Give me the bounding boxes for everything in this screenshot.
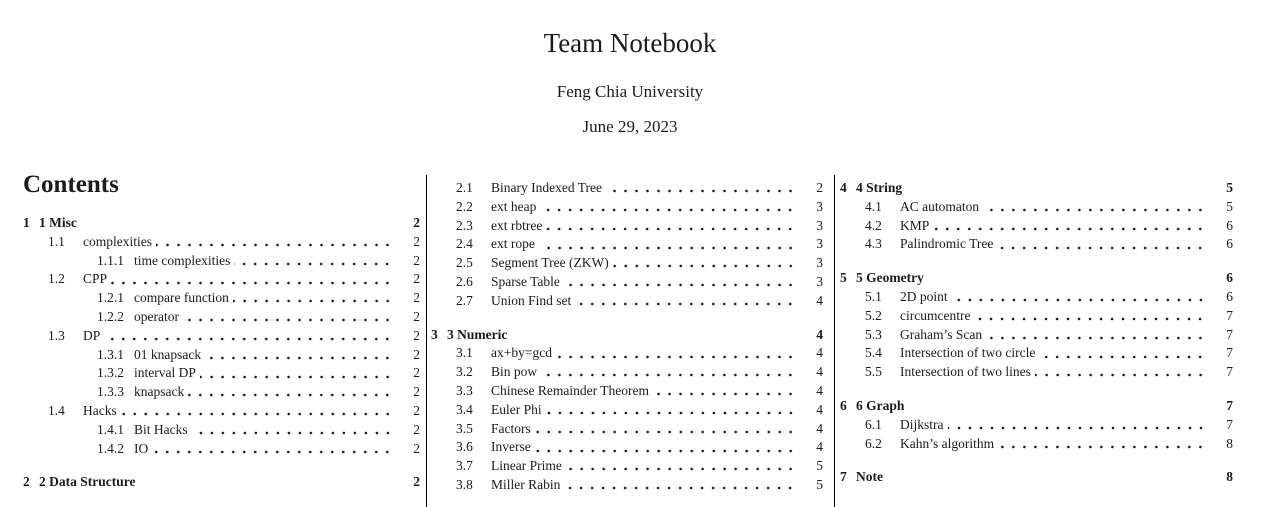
toc-entry-number: 4.1: [865, 198, 882, 214]
toc-entry-3.3[interactable]: [431, 382, 823, 401]
toc-entry-page: 8: [1226, 469, 1233, 485]
toc-entry-page: 5: [1226, 198, 1233, 214]
toc-entry-page: 3: [816, 255, 823, 271]
toc-entry-number: 1.3.1: [97, 346, 124, 362]
leader-dots: [564, 476, 796, 495]
leader-dots: [183, 308, 393, 327]
toc-entry-6.2[interactable]: [840, 435, 1233, 454]
leader-dots: [104, 327, 393, 346]
leader-dots: [188, 383, 393, 402]
leader-dots: [933, 217, 1206, 236]
toc-entry-2.5[interactable]: [431, 254, 823, 273]
toc-entry-title: Dijkstra: [900, 416, 944, 432]
toc-entry-title: 4 String: [856, 180, 903, 195]
toc-entry-3.1[interactable]: [431, 344, 823, 363]
toc-entry-number: 2: [23, 474, 30, 490]
toc-entry-number: 4.3: [865, 236, 882, 252]
leader-dots: [564, 273, 796, 292]
leader-dots: [121, 402, 393, 421]
toc-entry-2.3[interactable]: [431, 217, 823, 236]
toc-entry-page: 7: [1226, 397, 1233, 413]
toc-entry-number: 1: [23, 215, 30, 230]
toc-entry-3.6[interactable]: [431, 438, 823, 457]
toc-entry-title: Linear Prime: [491, 458, 562, 474]
leader-dots: [566, 457, 796, 476]
toc-entry-1.1.1[interactable]: [23, 252, 420, 271]
toc-entry-number: 7: [840, 469, 847, 485]
leader-dots: [233, 289, 393, 308]
toc-entry-2.1[interactable]: [431, 179, 823, 198]
toc-entry-number: 6.1: [865, 416, 882, 432]
toc-entry-title: time complexities: [134, 252, 231, 268]
toc-entry-title: Segment Tree (ZKW): [491, 255, 609, 271]
toc-entry-title: knapsack: [134, 384, 185, 400]
document-header: [0, 0, 1260, 137]
toc-entry-title: ext rope: [491, 236, 535, 252]
toc-entry-7[interactable]: [840, 468, 1233, 487]
toc-entry-page: 7: [1226, 326, 1233, 342]
toc-entry-3.7[interactable]: [431, 457, 823, 476]
toc-entry-title: 3 Numeric: [447, 326, 508, 342]
toc-entry-title: interval DP: [134, 365, 196, 381]
toc-entry-page: 6: [1226, 236, 1233, 252]
toc-entry-page: 2: [413, 252, 420, 268]
toc-entry-number: 3.6: [456, 439, 473, 455]
toc-entry-number: 6.2: [865, 435, 882, 451]
leader-dots: [152, 440, 393, 459]
toc-entry-page: 4: [816, 364, 823, 380]
leader-dots: [948, 416, 1207, 435]
toc-entry-page: 4: [816, 382, 823, 398]
toc-entry-title: Intersection of two circle: [900, 345, 1036, 361]
toc-entry-page: 3: [816, 273, 823, 289]
toc-entry-title: AC automaton: [900, 198, 980, 214]
toc-entry-1.2.2[interactable]: [23, 308, 420, 327]
toc-entry-page: 5: [1226, 180, 1233, 195]
toc-entry-1.4.1[interactable]: [23, 421, 420, 440]
toc-entry-page: 3: [816, 236, 823, 252]
toc-entry-number: 5.5: [865, 364, 882, 380]
toc-entry-title: Union Find set: [491, 292, 572, 308]
toc-entry-page: 2: [413, 346, 420, 362]
toc-entry-page: 7: [1226, 345, 1233, 361]
toc-entry-number: 3: [431, 326, 438, 342]
toc-entry-title: KMP: [900, 217, 930, 233]
toc-entry-title: operator: [134, 308, 179, 324]
leader-dots: [535, 420, 796, 439]
toc-entry-6.1[interactable]: [840, 416, 1233, 435]
leader-dots: [653, 382, 796, 401]
leader-dots: [156, 233, 393, 252]
toc-entry-page: 5: [816, 476, 823, 492]
toc-entry-number: 1.4.2: [97, 440, 124, 456]
leader-dots: [205, 346, 393, 365]
toc-entry-title: circumcentre: [900, 307, 971, 323]
toc-entry-5.3[interactable]: [840, 326, 1233, 345]
toc-entry-title: Factors: [491, 420, 531, 436]
table-of-contents: [23, 171, 1233, 507]
toc-entry-1.2.1[interactable]: [23, 289, 420, 308]
toc-entry-page: 2: [413, 384, 420, 400]
toc-entry-title: 6 Graph: [856, 397, 905, 413]
toc-entry-1.3.1[interactable]: [23, 346, 420, 365]
toc-entry-title: Kahn’s algorithm: [900, 435, 995, 451]
toc-entry-number: 2.1: [456, 180, 473, 195]
leader-dots: [575, 292, 796, 311]
toc-entry-2.7[interactable]: [431, 292, 823, 311]
leader-dots: [541, 363, 796, 382]
toc-entry-number: 2.2: [456, 198, 473, 214]
toc-entry-title: Binary Indexed Tree: [491, 180, 602, 195]
toc-entry-4.2[interactable]: [840, 217, 1233, 236]
toc-entry-title: DP: [83, 327, 101, 343]
leader-dots: [997, 235, 1206, 254]
toc-entry-5.5[interactable]: [840, 363, 1233, 382]
toc-entry-page: 2: [413, 421, 420, 437]
toc-entry-page: 7: [1226, 416, 1233, 432]
toc-entry-title: Note: [856, 469, 883, 485]
toc-entry-number: 1.2: [48, 271, 65, 287]
toc-entry-page: 8: [1226, 435, 1233, 451]
toc-entry-title: Chinese Remainder Theorem: [491, 382, 649, 398]
toc-entry-number: 3.2: [456, 364, 473, 380]
toc-entry-title: Euler Phi: [491, 401, 542, 417]
toc-entry-number: 1.4.1: [97, 421, 124, 437]
toc-entry-title: Intersection of two lines: [900, 364, 1031, 380]
toc-entry-1.3[interactable]: [23, 327, 420, 346]
toc-entry-title: Sparse Table: [491, 273, 560, 289]
leader-dots: [556, 344, 796, 363]
toc-entry-number: 3.7: [456, 458, 473, 474]
toc-entry-4[interactable]: [840, 179, 1233, 198]
toc-entry-number: 4.2: [865, 217, 882, 233]
toc-entry-page: 3: [816, 217, 823, 233]
leader-dots: [539, 235, 796, 254]
leader-dots: [606, 179, 796, 198]
toc-entry-title: 1 Misc: [39, 215, 77, 230]
toc-entry-3.8[interactable]: [431, 476, 823, 495]
leader-dots: [1039, 344, 1206, 363]
toc-entry-4.1[interactable]: [840, 198, 1233, 217]
leader-dots: [998, 435, 1206, 454]
document-title: Team Notebook: [543, 28, 717, 58]
toc-entry-2.6[interactable]: [431, 273, 823, 292]
toc-column-2: [426, 175, 823, 507]
toc-entry-title: Bin pow: [491, 364, 538, 380]
toc-entry-6[interactable]: [840, 397, 1233, 416]
toc-entry-5.2[interactable]: [840, 307, 1233, 326]
leader-dots: [192, 421, 393, 440]
toc-entry-page: 2: [816, 180, 823, 195]
leader-dots: [986, 326, 1206, 345]
leader-dots: [234, 252, 393, 271]
toc-entry-number: 1.3: [48, 327, 65, 343]
toc-entry-2.4[interactable]: [431, 235, 823, 254]
toc-entry-title: CPP: [83, 271, 108, 287]
toc-entry-2.2[interactable]: [431, 198, 823, 217]
toc-entry-number: 1.1.1: [97, 252, 124, 268]
toc-entry-page: 7: [1226, 364, 1233, 380]
toc-entry-title: 01 knapsack: [134, 346, 202, 362]
leader-dots: [540, 198, 796, 217]
toc-entry-title: ext heap: [491, 198, 537, 214]
toc-entry-page: 5: [816, 458, 823, 474]
toc-entry-page: 6: [1226, 217, 1233, 233]
toc-entry-page: 2: [413, 233, 420, 249]
toc-entry-number: 2.4: [456, 236, 473, 252]
toc-entry-number: 3.4: [456, 401, 473, 417]
toc-entry-number: 1.1: [48, 233, 65, 249]
toc-entry-number: 3.1: [456, 345, 473, 361]
toc-entry-title: Hacks: [83, 402, 117, 418]
toc-entry-page: 6: [1226, 270, 1233, 286]
toc-entry-number: 5: [840, 270, 847, 286]
document-author: Feng Chia University: [556, 82, 704, 101]
toc-entry-title: Miller Rabin: [491, 476, 561, 492]
toc-entry-page: 2: [413, 365, 420, 381]
toc-entry-title: Graham’s Scan: [900, 326, 983, 342]
toc-entry-1.4.2[interactable]: [23, 440, 420, 459]
toc-entry-number: 3.3: [456, 382, 473, 398]
toc-entry-page: 4: [816, 420, 823, 436]
contents-heading: Contents: [23, 171, 119, 198]
leader-dots: [546, 401, 796, 420]
toc-entry-page: 7: [1226, 307, 1233, 323]
toc-entry-1.4[interactable]: [23, 402, 420, 421]
toc-entry-title: Inverse: [491, 439, 531, 455]
toc-entry-number: 6: [840, 397, 847, 413]
leader-dots: [613, 254, 796, 273]
toc-entry-page: 4: [816, 439, 823, 455]
toc-entry-number: 1.2.1: [97, 290, 124, 306]
toc-entry-5.4[interactable]: [840, 344, 1233, 363]
toc-entry-number: 1.2.2: [97, 308, 124, 324]
toc-column-3: [834, 175, 1233, 507]
toc-entry-number: 5.3: [865, 326, 882, 342]
toc-entry-2[interactable]: [23, 473, 420, 492]
toc-entry-number: 4: [840, 180, 847, 195]
toc-entry-3[interactable]: [431, 326, 823, 345]
toc-entry-title: complexities: [83, 233, 152, 249]
toc-entry-page: 2: [413, 327, 420, 343]
toc-entry-1.2[interactable]: [23, 270, 420, 289]
toc-entry-page: 2: [413, 308, 420, 324]
toc-entry-number: 5.1: [865, 288, 882, 304]
toc-entry-number: 5.4: [865, 345, 882, 361]
toc-entry-3.4[interactable]: [431, 401, 823, 420]
toc-entry-number: 2.3: [456, 217, 473, 233]
leader-dots: [983, 198, 1206, 217]
toc-entry-page: 2: [413, 474, 420, 490]
toc-entry-number: 1.3.3: [97, 384, 124, 400]
leader-dots: [111, 270, 393, 289]
leader-dots: [535, 438, 796, 457]
toc-entry-1.3.2[interactable]: [23, 364, 420, 383]
toc-entry-title: ext rbtree: [491, 217, 543, 233]
toc-entry-title: 2 Data Structure: [39, 474, 136, 490]
toc-entry-page: 4: [816, 345, 823, 361]
toc-entry-title: 2D point: [900, 288, 948, 304]
leader-dots: [1035, 363, 1206, 382]
toc-entry-title: ax+by=gcd: [491, 345, 552, 361]
toc-entry-page: 2: [413, 290, 420, 306]
toc-entry-number: 2.6: [456, 273, 473, 289]
toc-entry-page: 4: [816, 401, 823, 417]
toc-entry-number: 1.3.2: [97, 365, 124, 381]
toc-entry-number: 1.4: [48, 402, 65, 418]
leader-dots: [974, 307, 1206, 326]
toc-entry-page: 2: [413, 215, 420, 230]
leader-dots: [200, 364, 393, 383]
toc-entry-title: 5 Geometry: [856, 270, 924, 286]
toc-entry-page: 2: [413, 440, 420, 456]
toc-entry-1.1[interactable]: [23, 233, 420, 252]
toc-entry-number: 5.2: [865, 307, 882, 323]
toc-entry-page: 6: [1226, 288, 1233, 304]
toc-entry-5.1[interactable]: [840, 288, 1233, 307]
toc-entry-number: 3.8: [456, 476, 473, 492]
toc-entry-title: Palindromic Tree: [900, 236, 994, 252]
leader-dots: [546, 217, 796, 236]
toc-entry-4.3[interactable]: [840, 235, 1233, 254]
toc-entry-page: 4: [816, 326, 823, 342]
toc-entry-page: 4: [816, 292, 823, 308]
toc-entry-title: IO: [134, 440, 149, 456]
toc-entry-1[interactable]: [23, 214, 420, 233]
toc-column-1: [23, 171, 420, 507]
document-date: June 29, 2023: [582, 117, 678, 136]
toc-entry-1.3.3[interactable]: [23, 383, 420, 402]
toc-entry-number: 2.5: [456, 255, 473, 271]
toc-entry-page: 3: [816, 198, 823, 214]
toc-entry-number: 2.7: [456, 292, 473, 308]
toc-entry-title: Bit Hacks: [134, 421, 188, 437]
toc-entry-page: 2: [413, 271, 420, 287]
toc-entry-page: 2: [413, 402, 420, 418]
toc-entry-5[interactable]: [840, 269, 1233, 288]
toc-entry-3.2[interactable]: [431, 363, 823, 382]
toc-entry-title: compare function: [134, 290, 229, 306]
toc-entry-3.5[interactable]: [431, 420, 823, 439]
toc-entry-number: 3.5: [456, 420, 473, 436]
leader-dots: [952, 288, 1206, 307]
